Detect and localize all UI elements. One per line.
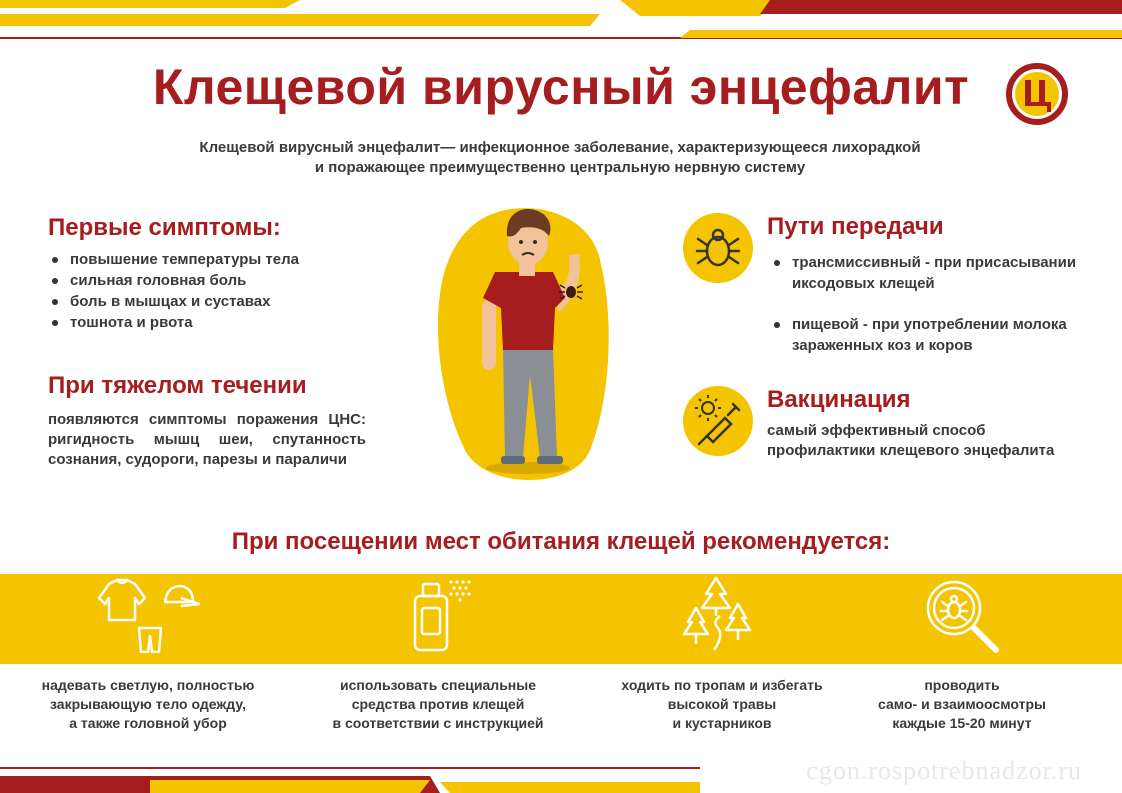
recommendation-line: ходить по тропам и избегать — [621, 677, 823, 693]
symptom-text: повышение температуры тела — [70, 251, 299, 268]
recommendation-line: надевать светлую, полностью — [41, 677, 255, 693]
list-item — [770, 252, 1080, 294]
magnifier-tick-icon — [920, 578, 1002, 656]
transmission-text: трансмиссивный - при присасывании иксодовых клещей — [792, 254, 1077, 292]
vaccination-heading: Вакцинация — [767, 386, 911, 413]
recommendation-item — [18, 676, 278, 733]
recommendations-heading: При посещении мест обитания клещей рекомендуется: — [231, 528, 891, 555]
list-item — [770, 314, 1080, 356]
recommendation-item — [592, 676, 852, 733]
list-item — [48, 249, 378, 270]
recommendation-line: каждые 15-20 минут — [892, 715, 1032, 731]
person-with-tick-illustration — [425, 200, 625, 485]
recommendation-line: в соответствии с инструкцией — [332, 715, 544, 731]
rospotrebnadzor-logo-icon — [1005, 62, 1069, 126]
transmission-list — [770, 252, 1080, 356]
page-title: Клещевой вирусный энцефалит — [152, 59, 970, 115]
repellent-spray-icon — [405, 578, 475, 653]
symptom-text: тошнота и рвота — [70, 314, 193, 331]
symptoms-list — [48, 249, 378, 333]
list-item — [48, 312, 378, 333]
list-item — [48, 270, 378, 291]
recommendation-line: высокой травы — [667, 696, 777, 712]
vaccination-text: самый эффективный способ профилактики клещевого энцефалита — [767, 422, 1055, 459]
forest-trail-icon — [680, 574, 752, 654]
subtitle-line-2: и поражающее преимущественно центральную нервную систему — [314, 159, 806, 176]
recommendation-item — [308, 676, 568, 733]
symptom-text: боль в мышцах и суставах — [70, 293, 271, 310]
symptom-text: сильная головная боль — [70, 272, 247, 289]
top-decoration — [0, 0, 1122, 50]
transmission-heading: Пути передачи — [767, 213, 944, 240]
symptoms-heading: Первые симптомы: — [48, 214, 281, 241]
subtitle-line-1: Клещевой вирусный энцефалит— инфекционное заболевание, характеризующееся лихорадкой — [199, 139, 921, 156]
list-item — [48, 291, 378, 312]
tick-icon-circle — [683, 213, 753, 283]
recommendation-item — [832, 676, 1092, 733]
recommendation-line: средства против клещей — [351, 696, 525, 712]
recommendation-line: проводить — [924, 677, 1000, 693]
severe-heading: При тяжелом течении — [48, 372, 307, 399]
transmission-text: пищевой - при употреблении молока зараженных коз и коров — [792, 316, 1067, 354]
recommendation-line: закрывающую тело одежду, — [50, 696, 246, 712]
recommendation-line: и кустарников — [672, 715, 772, 731]
tick-icon — [683, 213, 753, 283]
recommendation-line: само- и взаимоосмотры — [878, 696, 1046, 712]
syringe-icon — [683, 386, 753, 456]
syringe-icon-circle — [683, 386, 753, 456]
clothing-icon — [95, 578, 200, 653]
recommendation-line: а также головной убор — [69, 715, 227, 731]
severe-text: появляются симптомы поражения ЦНС: ригидность мышц шеи, спутанность сознания, судороги, парезы и параличи — [48, 411, 366, 468]
footer-site: cgon.rospotrebnadzor.ru — [806, 756, 1082, 785]
recommendation-line: использовать специальные — [340, 677, 536, 693]
subtitle — [120, 138, 1000, 178]
